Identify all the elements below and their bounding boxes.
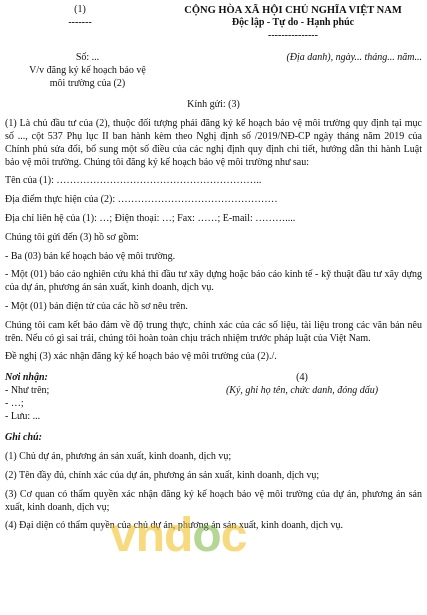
document-header	[5, 4, 422, 43]
recipient-item: - …;	[5, 397, 24, 409]
watermark-letter: o	[192, 509, 221, 562]
recipient-item: - Như trên;	[5, 384, 50, 396]
intro-paragraph: (1) Là chủ đầu tư của (2), thuộc đối tượng phải đăng ký kế hoạch bảo vệ môi trường quy định tại mục số ..., cột 537 Phụ lục II ban hành kèm theo Nghị định số /2019/NĐ-CP ngày tháng năm 2019 của Chính phủ sửa đổi, bổ sung một số điều của các nghị định quy định chi tiết, hướng dẫn thi hành Luật bảo vệ môi trường. Chúng tôi đăng ký kế hoạch bảo vệ môi trường như sau:	[5, 118, 422, 168]
field-contact: Địa chỉ liên hệ của (1): …; Điện thoại: …; Fax: ……; E-mail: ………....	[5, 213, 296, 224]
signature-block	[182, 372, 422, 423]
nation-title: CỘNG HÒA XÃ HỘI CHỦ NGHĨA VIỆT NAM	[184, 5, 402, 16]
recipients-title: Nơi nhận:	[5, 372, 48, 384]
note-item: (4) Đại diện có thẩm quyền của chủ dự án, phương án sản xuất, kinh doanh, dịch vụ.	[5, 520, 343, 532]
request-paragraph: Đề nghị (3) xác nhận đăng ký kế hoạch bảo vệ môi trường của (2)./.	[5, 351, 277, 363]
signer-code: (4)	[296, 372, 308, 384]
watermark-letter: v	[110, 509, 136, 562]
field-location: Địa điểm thực hiện của (2): …………………………………………	[5, 194, 278, 206]
motto-underline: ---------------	[268, 30, 318, 42]
place-date: (Địa danh), ngày... tháng... năm...	[286, 52, 422, 64]
dossier-item: - Một (01) bản điện tử của các hồ sơ nêu trên.	[5, 300, 188, 312]
note-item: (1) Chủ dự án, phương án sản xuất, kinh doanh, dịch vụ;	[5, 451, 232, 463]
org-underline: -------	[68, 16, 92, 28]
signature-note: (Ký, ghi họ tên, chức danh, đóng dấu)	[225, 384, 379, 396]
field-name: Tên của (1): ……………………………………………………..	[5, 175, 262, 187]
signature-row	[5, 372, 422, 423]
watermark-letter: c	[220, 509, 247, 562]
note-item: (3) Cơ quan có thẩm quyền xác nhận đăng ký kế hoạch bảo vệ môi trường của dự án, phương án sản xuất, kinh doanh, dịch vụ;	[5, 488, 422, 513]
reference-block	[5, 52, 170, 90]
watermark-letter: n	[135, 509, 165, 562]
commitment-paragraph: Chúng tôi cam kết bảo đảm về độ trung thực, chính xác của các số liệu, tài liệu trong các văn bản nêu trên. Nếu có gì sai trái, chúng tôi hoàn toàn chịu trách nhiệm trước pháp luật của Việt Nam.	[5, 319, 422, 344]
watermark-letter: d	[164, 509, 193, 562]
subject-line-1: V/v đăng ký kế hoạch bảo vệ	[29, 64, 146, 76]
note-item: (2) Tên đầy đủ, chính xác của dự án, phương án sản xuất, kinh doanh, dịch vụ;	[5, 469, 320, 481]
greeting: Kính gửi: (3)	[187, 99, 240, 111]
dossier-item: - Một (01) báo cáo nghiên cứu khả thi đầu tư xây dựng hoặc báo cáo kinh tế - kỹ thuật đầu tư xây dựng của dự án, phương án sản xuất, kinh doanh, dịch vụ.	[5, 269, 422, 294]
org-code: (1)	[74, 4, 86, 15]
motto: Độc lập - Tự do - Hạnh phúc	[231, 17, 355, 29]
nation-block	[164, 4, 422, 43]
recipient-item: - Lưu: ...	[5, 410, 41, 422]
reference-row	[5, 52, 422, 90]
dossier-item: - Ba (03) bản kế hoạch bảo vệ môi trường.	[5, 250, 176, 262]
document-page	[5, 4, 422, 533]
org-block	[5, 4, 155, 43]
document-number: Số: ...	[75, 52, 100, 64]
subject-line-2: môi trường của (2)	[49, 77, 126, 89]
recipients-block	[5, 372, 175, 423]
dossier-intro: Chúng tôi gửi đến (3) hồ sơ gồm:	[5, 231, 139, 243]
notes-title: Ghi chú:	[5, 432, 42, 444]
